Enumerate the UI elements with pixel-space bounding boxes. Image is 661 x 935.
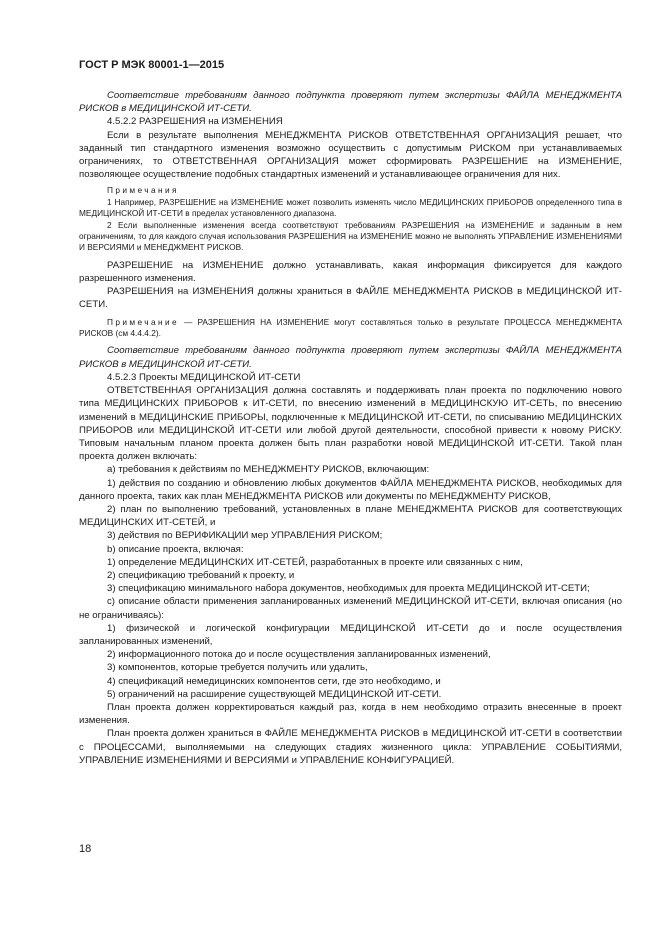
section-heading-4-5-2-3: 4.5.2.3 Проекты МЕДИЦИНСКОЙ ИТ-СЕТИ — [107, 371, 301, 383]
compliance-paragraph-2: Соответствие требованиям данного подпункта проверяют путем экспертизы ФАЙЛА МЕНЕДЖМЕНТА РИСКОВ в МЕДИЦИНСКОЙ ИТ-СЕТИ. — [79, 345, 622, 370]
list-item: 2) информационного потока до и после осуществления запланированных изменений, — [107, 649, 491, 661]
page-body — [79, 89, 622, 767]
section-heading-4-5-2-2: 4.5.2.2 РАЗРЕШЕНИЯ на ИЗМЕНЕНИЯ — [107, 116, 283, 128]
list-item: b) описание проекта, включая: — [107, 543, 244, 555]
notes-heading: Примечания — [107, 185, 179, 196]
list-item: 3) действия по ВЕРИФИКАЦИИ мер УПРАВЛЕНИЯ РИСКОМ; — [107, 530, 383, 542]
list-item: 3) спецификацию минимального набора документов, необходимых для проекта МЕДИЦИНСКОЙ ИТ-СЕТИ; — [107, 583, 590, 595]
note-1: 1 Например, РАЗРЕШЕНИЕ на ИЗМЕНЕНИЕ может позволить изменять число МЕДИЦИНСКИХ ПРИБОРОВ определенного типа в МЕДИЦИНСКОЙ ИТ-СЕТИ в пределах установленного диапазона. — [79, 196, 622, 219]
compliance-paragraph-1: Соответствие требованиям данного подпункта проверяют путем экспертизы ФАЙЛА МЕНЕДЖМЕНТА РИСКОВ в МЕДИЦИНСКОЙ ИТ-СЕТИ. — [79, 90, 622, 115]
list-item: 4) спецификаций немедицинских компонентов сети, где это необходимо, и — [107, 675, 441, 687]
list-item: а) требования к действиям по МЕНЕДЖМЕНТУ РИСКОВ, включающим: — [107, 464, 430, 476]
list-item: 1) определение МЕДИЦИНСКИХ ИТ-СЕТЕЙ, разработанных в проекте или связанных с ним, — [107, 556, 523, 568]
list-item: 1) физической и логической конфигурации МЕДИЦИНСКОЙ ИТ-СЕТИ до и после осуществления запланированных изменений, — [79, 622, 622, 647]
page-number: 18 — [79, 843, 92, 855]
list-item: с) описание области применения запланированных изменений МЕДИЦИНСКОЙ ИТ-СЕТИ, включая описания (но не ограничиваясь): — [79, 596, 622, 621]
list-item: 2) спецификацию требований к проекту, и — [107, 569, 295, 581]
list-item: 5) ограничений на расширение существующей МЕДИЦИНСКОЙ ИТ-СЕТИ. — [107, 688, 442, 700]
body-paragraph: План проекта должен храниться в ФАЙЛЕ МЕНЕДЖМЕНТА РИСКОВ в МЕДИЦИНСКОЙ ИТ-СЕТИ в соответствии с ПРОЦЕССАМИ, выполняемыми на следующих стадиях жизненного цикла: УПРАВЛЕНИЕ СОБЫТИЯМИ, УПРАВЛЕНИЕ ИЗМЕНЕНИЯМИ И ВЕРСИЯМИ и УПРАВЛЕНИЕ КОНФИГУРАЦИЕЙ. — [79, 728, 622, 766]
list-item: 2) план по выполнению требований, установленных в плане МЕНЕДЖМЕНТА РИСКОВ для соответствующих МЕДИЦИНСКИХ ИТ-СЕТЕЙ, и — [79, 503, 622, 529]
note-text: — РАЗРЕШЕНИЯ НА ИЗМЕНЕНИЕ могут составляться только в результате ПРОЦЕССА МЕНЕДЖМЕНТА РИСКОВ (см 4.4.4.2). — [79, 316, 622, 339]
body-paragraph: ОТВЕТСТВЕННАЯ ОРГАНИЗАЦИЯ должна составлять и поддерживать план проекта по подключению нового типа МЕДИЦИНСКИХ ПРИБОРОВ к ИТ-СЕТИ, по внесению изменений в МЕДИЦИНСКУЮ ИТ-СЕТЬ, по внесению изменений в МЕДИЦИНСКИЕ ПРИБОРЫ, подключенные к МЕДИЦИНСКОЙ ИТ-СЕТИ, по списыванию МЕДИЦИНСКИХ ПРИБОРОВ или МЕДИЦИНСКОЙ ИТ-СЕТИ или любой другой деятельности, способной привести к новому РИСКУ. Типовым начальным планом проекта должен быть план разработки новой МЕДИЦИНСКОЙ ИТ-СЕТИ. Такой план проекта должен включать: — [79, 385, 622, 463]
body-paragraph: РАЗРЕШЕНИЕ на ИЗМЕНЕНИЕ должно устанавливать, какая информация фиксируется для каждого разрешенного изменения. — [79, 259, 622, 285]
note-label: Примечание — [107, 316, 180, 327]
document-header: ГОСТ Р МЭК 80001-1—2015 — [79, 59, 225, 71]
note-2: 2 Если выполненные изменения всегда соответствуют требованиям РАЗРЕШЕНИЯ на ИЗМЕНЕНИЕ и заданным в нем ограничениям, то для каждого случая использования РАЗРЕШЕНИЯ на ИЗМЕНЕНИЕ можно не выполнять УПРАВЛЕНИЕ ИЗМЕНЕНИЯМИ И ВЕРСИЯМИ и МЕНЕДЖМЕНТ РИСКОВ. — [79, 219, 622, 253]
body-paragraph: РАЗРЕШЕНИЯ на ИЗМЕНЕНИЯ должны храниться в ФАЙЛЕ МЕНЕДЖМЕНТА РИСКОВ в МЕДИЦИНСКОЙ ИТ-СЕТИ. — [79, 286, 622, 311]
body-paragraph: Если в результате выполнения МЕНЕДЖМЕНТА РИСКОВ ОТВЕТСТВЕННАЯ ОРГАНИЗАЦИЯ решает, что заданный тип стандартного изменения возможно осуществить с допустимым РИСКОМ при устанавливаемых ограничениях, то ОТВЕТСТВЕННАЯ ОРГАНИЗАЦИЯ может сформировать РАЗРЕШЕНИЕ на ИЗМЕНЕНИЕ, позволяющее осуществление подобных стандартных изменений и устанавливающее ограничения для них. — [79, 129, 622, 181]
list-item: 3) компонентов, которые требуется получить или удалить, — [107, 662, 368, 674]
list-item: 1) действия по созданию и обновлению любых документов ФАЙЛА МЕНЕДЖМЕНТА РИСКОВ, необходимых для данного проекта, таких как план МЕНЕДЖМЕНТА РИСКОВ или документы по МЕНЕДЖМЕНТУ РИСКОВ, — [79, 477, 622, 502]
note-3 — [79, 317, 622, 340]
body-paragraph: План проекта должен корректироваться каждый раз, когда в нем необходимо отразить внесенные в проект изменения. — [79, 701, 622, 727]
